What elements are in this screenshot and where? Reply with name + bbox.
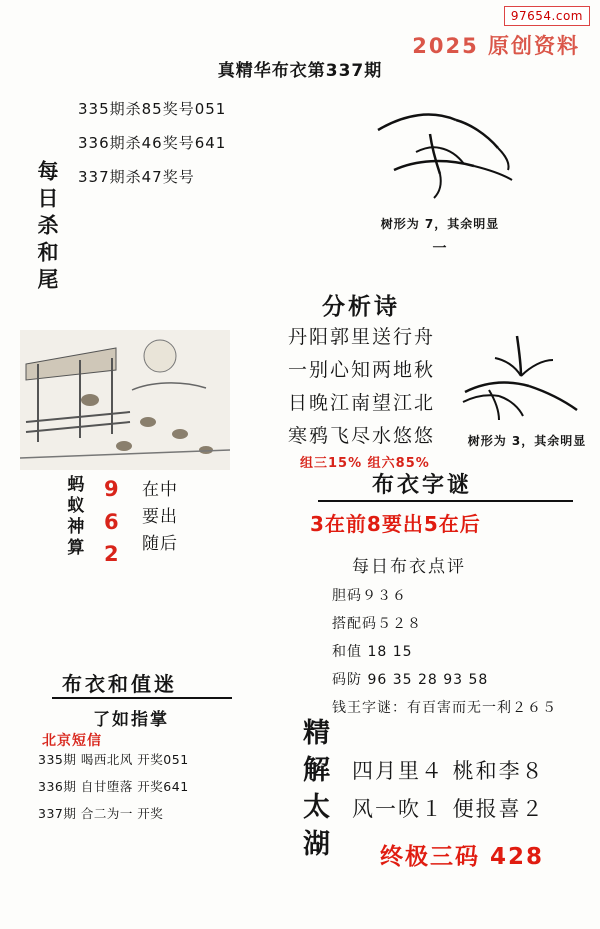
poem-body bbox=[288, 322, 435, 454]
ant-label-text: 蚂蚁神算 bbox=[63, 475, 84, 559]
ant-result: 在中 bbox=[142, 480, 178, 500]
poem-line: 寒鸦飞尽水悠悠 bbox=[288, 425, 436, 447]
hezhi-divider bbox=[52, 697, 232, 699]
ant-number: 9 bbox=[104, 477, 119, 501]
hezhi-history-row: 337期 合二为一 开奖 bbox=[38, 806, 164, 821]
poem-line: 丹阳郭里送行舟 bbox=[288, 326, 436, 348]
kill-tail-row: 337期杀47奖号 bbox=[78, 168, 195, 186]
kill-tail-list bbox=[78, 98, 226, 200]
bird-top-caption: 树形为 7，其余明显 bbox=[380, 217, 500, 231]
buyi-riddle-divider bbox=[318, 500, 573, 502]
daily-review-item: 码防 96 35 28 93 58 bbox=[332, 672, 489, 688]
red-header-text: 2025 原创资料 bbox=[412, 34, 580, 58]
daily-review-item: 胆码９３６ bbox=[332, 588, 407, 604]
taihu-vertical-title: 精解太湖 bbox=[298, 718, 329, 866]
poem-line: 日晚江南望江北 bbox=[288, 392, 436, 414]
beijing-sms-label: 北京短信 bbox=[42, 733, 102, 749]
buyi-riddle-answer: 3在前8要出5在后 bbox=[310, 512, 481, 536]
hezhi-history-row: 335期 喝西北风 开奖051 bbox=[38, 752, 189, 767]
ant-number: 2 bbox=[104, 542, 119, 567]
bird-bottom-caption: 树形为 3，其余明显 bbox=[467, 434, 587, 448]
watermark-badge: 97654.com bbox=[504, 6, 590, 26]
ant-number: 6 bbox=[104, 509, 119, 534]
daily-review-item: 和值 18 15 bbox=[332, 644, 413, 660]
hezhi-history-row: 336期 自甘堕落 开奖641 bbox=[38, 779, 189, 794]
bird-top-caption-secondary: 一 bbox=[432, 241, 448, 257]
ant-numbers bbox=[104, 473, 119, 571]
daily-review-list bbox=[332, 585, 557, 725]
ant-result: 随后 bbox=[142, 534, 178, 555]
daily-review-title: 每日布衣点评 bbox=[352, 557, 466, 577]
page-title: 真精华布衣第337期 bbox=[217, 61, 383, 81]
daily-review-item: 搭配码５２８ bbox=[332, 616, 422, 632]
poem-title: 分析诗 bbox=[322, 294, 400, 320]
poem-line: 一别心知两地秋 bbox=[288, 359, 436, 381]
ant-illustration bbox=[20, 330, 230, 474]
group-ratio-note: 组三15% 组六85% bbox=[300, 456, 430, 471]
kill-tail-row: 335期杀85奖号051 bbox=[78, 100, 227, 118]
taihu-final-codes: 终极三码 428 bbox=[380, 844, 545, 870]
daily-review-item: 钱王字谜：有百害而无一利２６５ bbox=[332, 700, 557, 716]
ant-results bbox=[142, 477, 178, 559]
kill-tail-row: 336期杀46奖号641 bbox=[78, 134, 227, 152]
hezhi-subtitle: 了如指掌 bbox=[93, 710, 169, 730]
hezhi-history-list bbox=[38, 750, 189, 831]
kill-tail-vertical-label: 每日杀和尾 bbox=[35, 160, 60, 295]
buyi-riddle-title: 布衣字谜 bbox=[372, 473, 473, 498]
taihu-line-2: 风一吹１ 便报喜２ bbox=[352, 797, 545, 821]
ant-result: 要出 bbox=[142, 507, 178, 528]
taihu-line-1: 四月里４ 桃和李８ bbox=[352, 759, 545, 783]
bird-drawing-bottom bbox=[455, 330, 585, 434]
bird-drawing-top bbox=[370, 100, 520, 214]
hezhi-title: 布衣和值迷 bbox=[62, 672, 177, 696]
